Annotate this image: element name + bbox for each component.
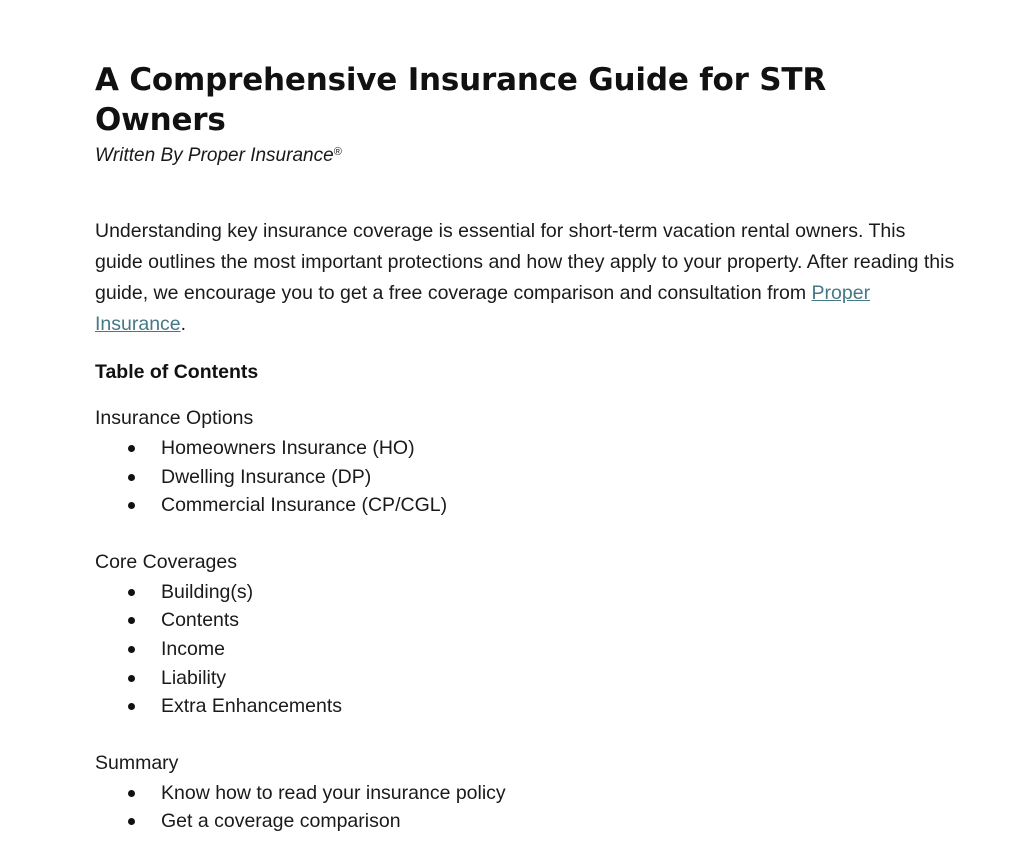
- bullet-list: [95, 434, 955, 520]
- byline-text: Written By Proper Insurance: [95, 145, 334, 166]
- list-item: [95, 807, 955, 836]
- registered-mark: ®: [333, 146, 342, 158]
- list-item-label: Income: [161, 637, 225, 660]
- intro-text: Understanding key insurance coverage is essential for short-term vacation rental owners. This guide outlines the most important protections and how they apply to your property. After reading this guide, we encourage you to get a free coverage comparison and consultation from: [95, 220, 955, 304]
- list-item: [95, 635, 955, 664]
- list-item-label: Dwelling Insurance (DP): [161, 465, 372, 488]
- toc-section-core-coverages: [95, 550, 955, 721]
- bullet-icon: [128, 445, 135, 452]
- byline: [95, 140, 955, 168]
- section-title: Summary: [95, 751, 179, 774]
- bullet-icon: [128, 818, 135, 825]
- toc-section-summary: [95, 751, 955, 836]
- section-title: Insurance Options: [95, 407, 254, 429]
- toc-section-insurance-options: [95, 406, 955, 520]
- list-item-label: Commercial Insurance (CP/CGL): [161, 494, 448, 517]
- bullet-icon: [128, 790, 135, 797]
- bullet-icon: [128, 589, 135, 596]
- list-item-label: Know how to read your insurance policy: [161, 781, 506, 804]
- bullet-icon: [128, 703, 135, 710]
- toc-heading: Table of Contents: [95, 361, 259, 383]
- bullet-icon: [128, 617, 135, 624]
- list-item-label: Homeowners Insurance (HO): [161, 437, 415, 459]
- intro-paragraph: [95, 216, 955, 340]
- list-item: [95, 491, 955, 520]
- list-item-label: Building(s): [161, 580, 254, 603]
- list-item-label: Extra Enhancements: [161, 695, 343, 718]
- list-item-label: Liability: [161, 666, 227, 689]
- document-title: A Comprehensive Insurance Guide for STR Owners: [95, 62, 827, 138]
- section-title: Core Coverages: [95, 550, 237, 573]
- list-item: [95, 664, 955, 693]
- bullet-list: [95, 578, 955, 721]
- list-item: [95, 578, 955, 607]
- list-item-label: Contents: [161, 609, 240, 632]
- bullet-icon: [128, 675, 135, 682]
- bullet-list: [95, 779, 955, 836]
- document-page: [95, 60, 955, 836]
- list-item: [95, 692, 955, 721]
- list-item: [95, 463, 955, 492]
- bullet-icon: [128, 502, 135, 509]
- intro-text-end: .: [180, 313, 187, 335]
- list-item: [95, 434, 955, 463]
- list-item: [95, 606, 955, 635]
- bullet-icon: [128, 646, 135, 653]
- list-item-label: Get a coverage comparison: [161, 810, 401, 833]
- proper-insurance-link[interactable]: Proper Insurance: [95, 282, 871, 335]
- bullet-icon: [128, 474, 135, 481]
- list-item: [95, 779, 955, 808]
